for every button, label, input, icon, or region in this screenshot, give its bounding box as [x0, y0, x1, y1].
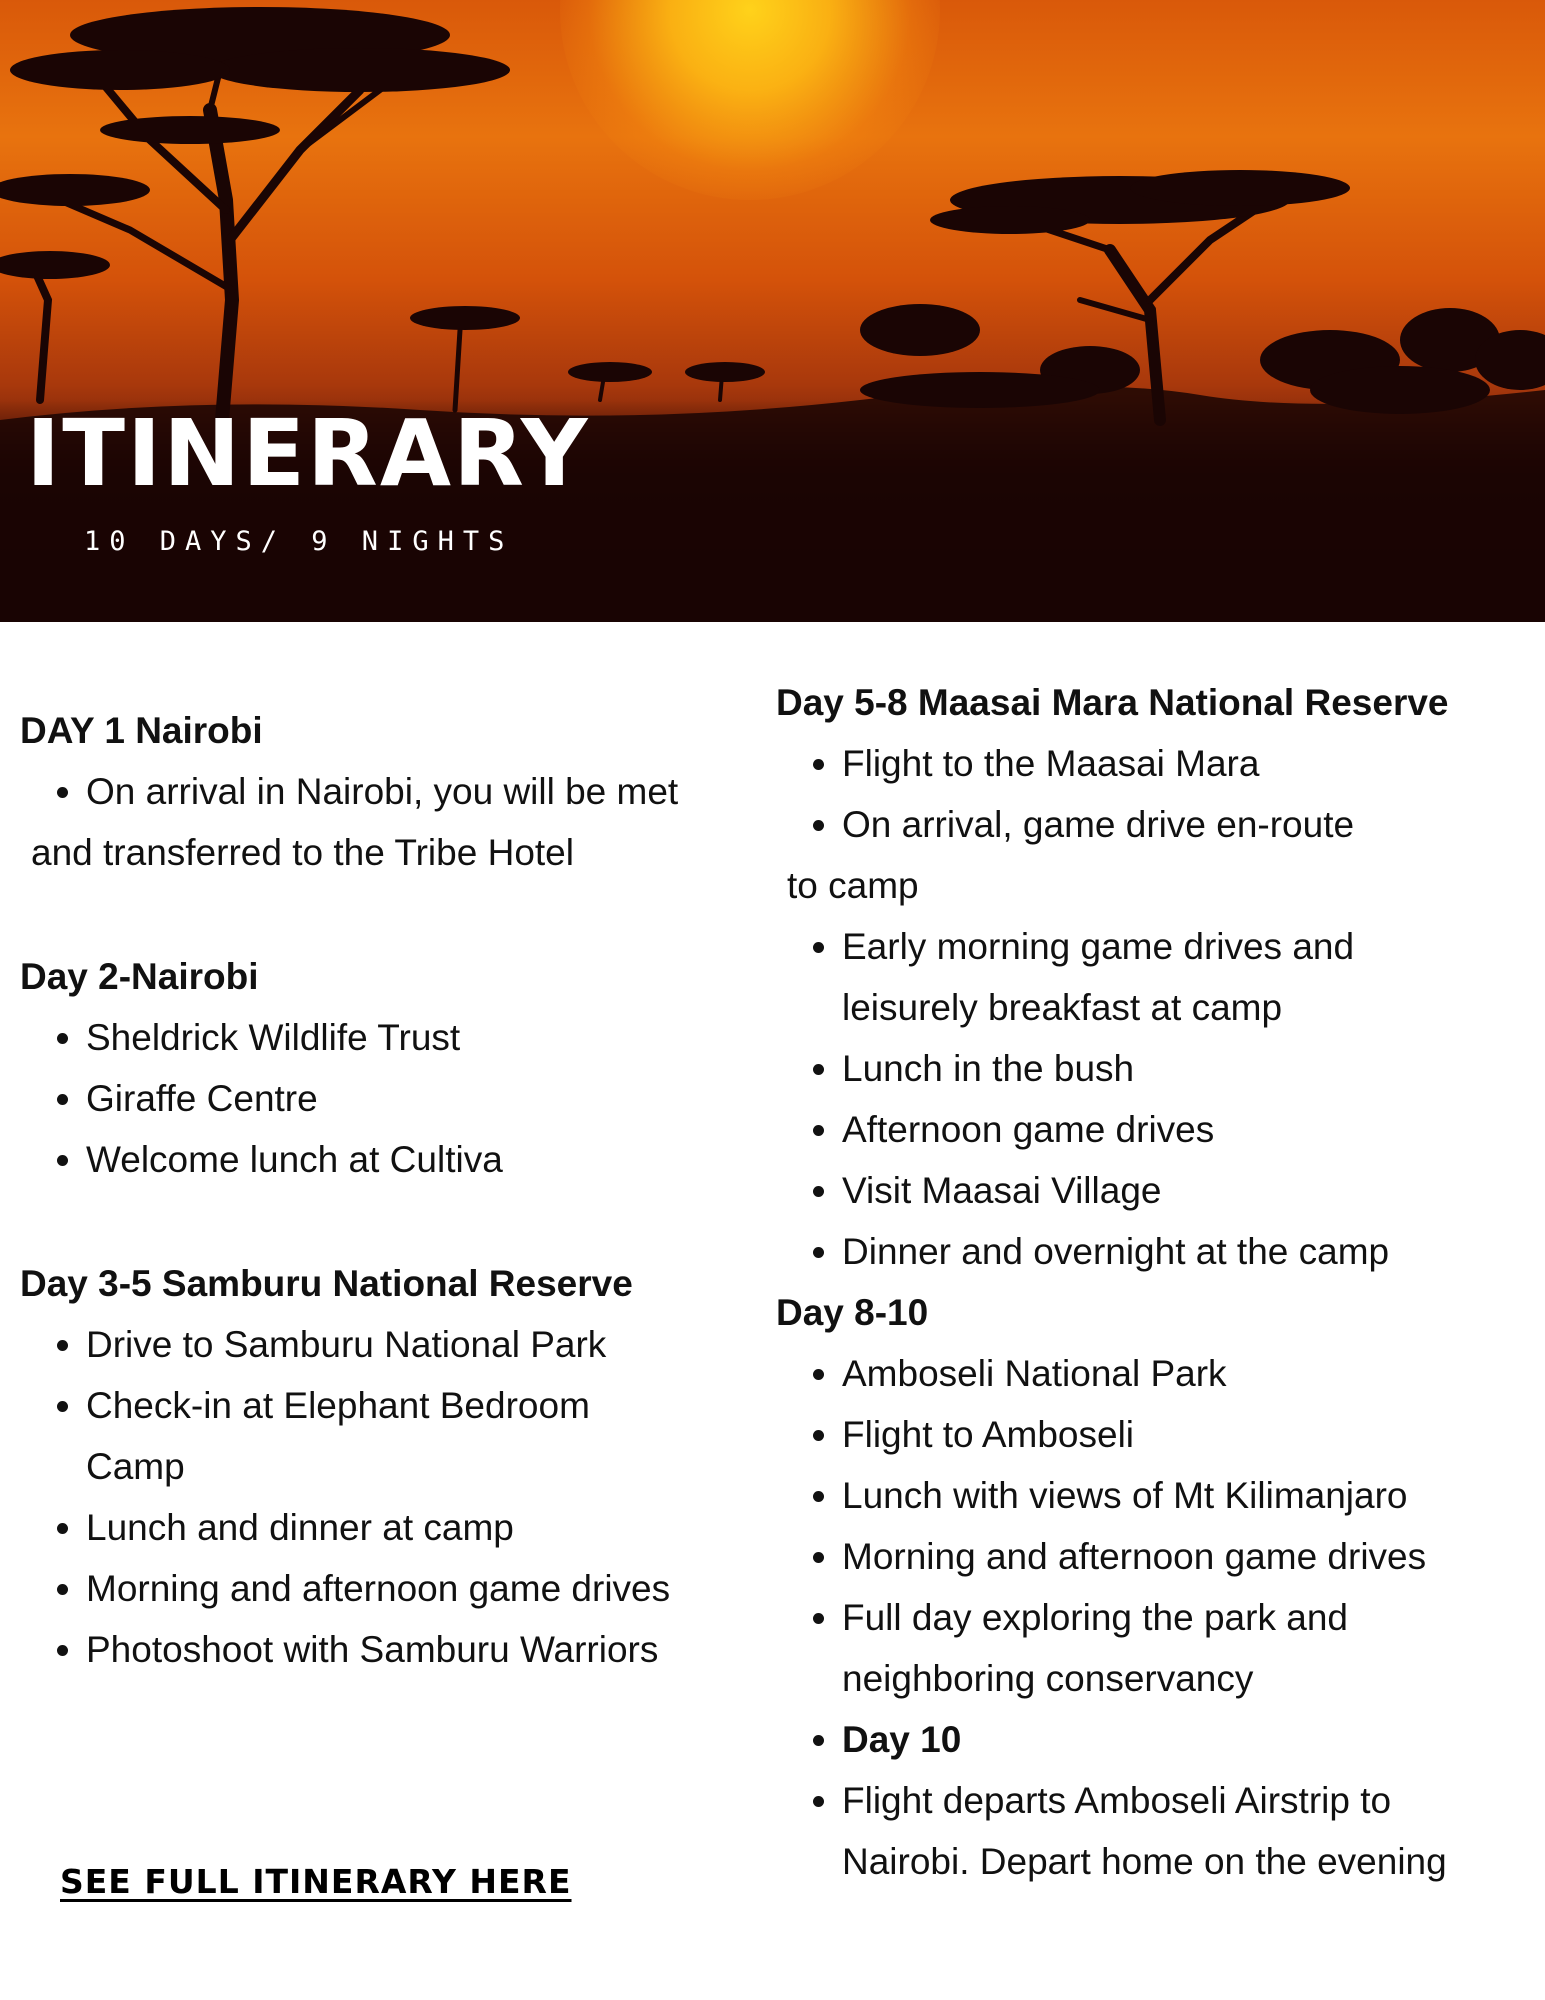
- day-5-list-b: [776, 916, 1536, 1282]
- day-1-section: [20, 700, 760, 883]
- list-item: • Afternoon game drives: [842, 1099, 1536, 1160]
- day-5-list-a: [776, 733, 1536, 855]
- list-item: • Morning and afternoon game drives: [842, 1526, 1536, 1587]
- day-1-list: [20, 761, 760, 822]
- see-full-itinerary-link[interactable]: SEE FULL ITINERARY HERE: [60, 1862, 572, 1901]
- list-item: • Full day exploring the park and neighboring conservancy: [842, 1587, 1432, 1709]
- trip-duration: 10 DAYS/ 9 NIGHTS: [84, 526, 514, 557]
- list-item: • Amboseli National Park: [842, 1343, 1536, 1404]
- list-item: • Flight departs Amboseli Airstrip to Nairobi. Depart home on the evening: [842, 1770, 1492, 1892]
- list-item: • Flight to the Maasai Mara: [842, 733, 1536, 794]
- day-1-heading: DAY 1 Nairobi: [20, 710, 263, 751]
- page-title: ITINERARY: [26, 400, 590, 507]
- list-item: • Flight to Amboseli: [842, 1404, 1536, 1465]
- day-5-heading: Day 5-8 Maasai Mara National Reserve: [776, 682, 1449, 723]
- list-item: • Morning and afternoon game drives: [86, 1558, 760, 1619]
- hero-banner: [0, 0, 1545, 622]
- list-item: • Sheldrick Wildlife Trust: [86, 1007, 760, 1068]
- list-item: • Giraffe Centre: [86, 1068, 760, 1129]
- list-item: • Lunch with views of Mt Kilimanjaro: [842, 1465, 1536, 1526]
- day-2-heading: Day 2-Nairobi: [20, 956, 259, 997]
- list-item: • On arrival in Nairobi, you will be met: [86, 761, 760, 822]
- day-3-section: [20, 1253, 760, 1680]
- day-3-heading: Day 3-5 Samburu National Reserve: [20, 1263, 633, 1304]
- list-item: • Check-in at Elephant Bedroom Camp: [86, 1375, 666, 1497]
- left-column: [20, 700, 760, 1680]
- list-item: • Drive to Samburu National Park: [86, 1314, 760, 1375]
- day-8-list: [776, 1343, 1536, 1892]
- day-3-list: [20, 1314, 760, 1680]
- day-2-section: [20, 946, 760, 1190]
- list-item: • Visit Maasai Village: [842, 1160, 1536, 1221]
- list-item: • Lunch and dinner at camp: [86, 1497, 760, 1558]
- list-item: • Lunch in the bush: [842, 1038, 1536, 1099]
- day-2-list: [20, 1007, 760, 1190]
- list-item-continuation: and transferred to the Tribe Hotel: [31, 832, 574, 873]
- list-item: • Dinner and overnight at the camp: [842, 1221, 1536, 1282]
- list-item-continuation: to camp: [787, 865, 919, 906]
- list-item: • Photoshoot with Samburu Warriors: [86, 1619, 760, 1680]
- day-8-heading: Day 8-10: [776, 1292, 929, 1333]
- list-item: • Early morning game drives and leisurely breakfast at camp: [842, 916, 1422, 1038]
- day-8-section: [776, 1282, 1536, 1892]
- list-item: • Welcome lunch at Cultiva: [86, 1129, 760, 1190]
- day-10-label: • Day 10: [842, 1709, 1536, 1770]
- day-5-section: [776, 672, 1536, 1282]
- list-item: • On arrival, game drive en-route: [842, 794, 1536, 855]
- right-column: [776, 672, 1536, 1892]
